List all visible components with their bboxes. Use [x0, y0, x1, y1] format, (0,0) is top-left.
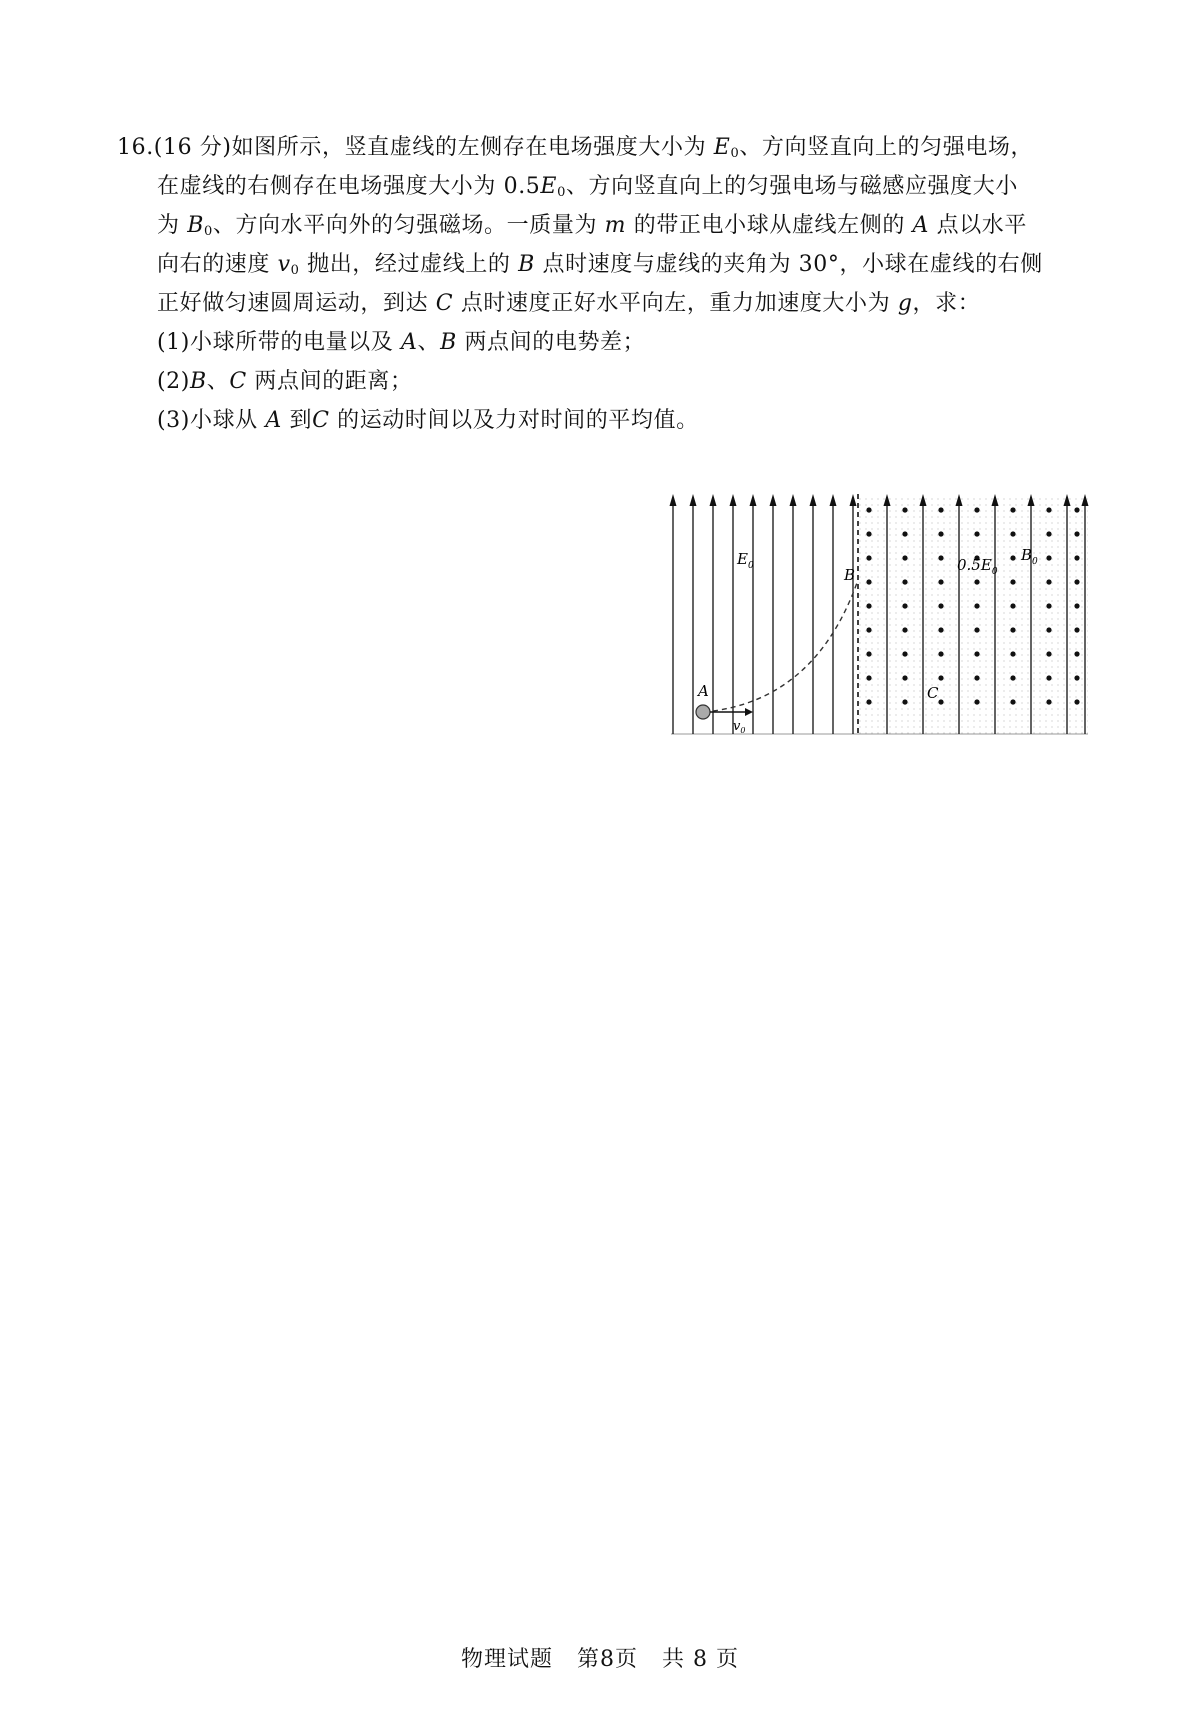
- field-line-arrowhead: [750, 494, 757, 506]
- b-field-dot: [902, 603, 907, 608]
- label-v0: $v_0$: [733, 719, 746, 735]
- b-field-dot: [902, 627, 907, 632]
- field-diagram: [665, 490, 1090, 738]
- field-line-arrowhead: [830, 494, 837, 506]
- label-A: A: [698, 682, 709, 700]
- b-field-dot: [1046, 603, 1051, 608]
- b-field-dot: [1074, 507, 1079, 512]
- b-field-dot: [1010, 603, 1015, 608]
- footer-total: 共 8 页: [662, 1647, 739, 1672]
- b-field-dot: [974, 579, 979, 584]
- b-field-dot: [974, 699, 979, 704]
- b-field-dot: [902, 579, 907, 584]
- b-field-dot: [902, 531, 907, 536]
- field-line-arrowhead: [790, 494, 797, 506]
- b-field-dot: [1046, 507, 1051, 512]
- label-B: B: [844, 566, 856, 584]
- b-field-dot: [1046, 675, 1051, 680]
- b-field-dot: [938, 651, 943, 656]
- b-field-dot: [1046, 699, 1051, 704]
- b-field-dot: [1074, 531, 1079, 536]
- b-field-dot: [1046, 555, 1051, 560]
- b-field-dot: [866, 531, 871, 536]
- b-field-dot: [902, 675, 907, 680]
- problem-line-4: 向右的速度 $v_0$ 抛出，经过虚线上的 B 点时速度与虚线的夹角为 30°，小球在虚线的右侧: [157, 252, 1043, 278]
- b-field-dot: [938, 507, 943, 512]
- b-field-dot: [1046, 579, 1051, 584]
- b-field-dot: [866, 603, 871, 608]
- b-field-dot: [1010, 675, 1015, 680]
- trajectory-curve: [704, 580, 858, 712]
- b-field-dot: [938, 603, 943, 608]
- field-line-arrowhead: [850, 494, 857, 506]
- problem-line-5: 正好做匀速圆周运动，到达 C 点时速度正好水平向左，重力加速度大小为 g，求：: [157, 291, 981, 316]
- b-field-dot: [938, 579, 943, 584]
- problem-number: 16.: [117, 135, 154, 160]
- b-field-dot: [1074, 603, 1079, 608]
- b-field-dot: [1074, 699, 1079, 704]
- b-field-dot: [866, 579, 871, 584]
- b-field-dot: [1010, 579, 1015, 584]
- b-field-dot: [1010, 531, 1015, 536]
- field-line-arrowhead: [710, 494, 717, 506]
- b-field-dot: [866, 675, 871, 680]
- b-field-dot: [938, 675, 943, 680]
- b-field-dot: [902, 651, 907, 656]
- b-field-dot: [938, 531, 943, 536]
- b-field-dot: [974, 627, 979, 632]
- b-field-dot: [866, 507, 871, 512]
- label-B0: $B_0$: [1021, 546, 1038, 567]
- b-field-dot: [974, 531, 979, 536]
- problem-16: [117, 128, 1089, 440]
- problem-line-2: 在虚线的右侧存在电场强度大小为 $0.5E_0$、方向竖直向上的匀强电场与磁感应强度大小: [157, 174, 1018, 200]
- b-field-dot: [938, 627, 943, 632]
- b-field-dot: [902, 507, 907, 512]
- footer-subject: 物理试题: [461, 1647, 554, 1672]
- label-C: C: [927, 684, 939, 702]
- label-E0: $E_0$: [737, 550, 754, 571]
- b-field-dot: [1074, 675, 1079, 680]
- page-footer: [0, 1642, 1200, 1673]
- b-field-dot: [866, 651, 871, 656]
- footer-page: 第8页: [577, 1647, 639, 1672]
- b-field-dot: [866, 555, 871, 560]
- b-field-dot: [938, 699, 943, 704]
- b-field-dot: [866, 699, 871, 704]
- b-field-dot: [1074, 651, 1079, 656]
- field-line-arrowhead: [770, 494, 777, 506]
- problem-line-1: 16.(16 分)如图所示，竖直虚线的左侧存在电场强度大小为 $E_0$、方向竖直向上的匀强电场，: [117, 135, 1034, 161]
- velocity-arrowhead: [745, 708, 753, 716]
- b-field-dot: [974, 675, 979, 680]
- label-0.5E0: $0.5E_0$: [957, 556, 998, 577]
- field-line-arrowhead: [690, 494, 697, 506]
- question-1: (1)小球所带的电量以及 A、B 两点间的电势差；: [157, 330, 646, 355]
- b-field-dot: [1010, 555, 1015, 560]
- b-field-dot: [974, 507, 979, 512]
- b-field-dot: [1010, 507, 1015, 512]
- b-field-dot: [938, 555, 943, 560]
- b-field-dot: [902, 699, 907, 704]
- b-field-dot: [974, 651, 979, 656]
- magnetic-region-shading: [858, 494, 1088, 734]
- field-line-arrowhead: [810, 494, 817, 506]
- b-field-dot: [902, 555, 907, 560]
- field-line-arrowhead: [670, 494, 677, 506]
- b-field-dot: [866, 627, 871, 632]
- field-line-arrowhead: [730, 494, 737, 506]
- b-field-dot: [1046, 627, 1051, 632]
- b-field-dot: [1074, 579, 1079, 584]
- question-3: (3)小球从 A 到C 的运动时间以及力对时间的平均值。: [157, 408, 699, 433]
- b-field-dot: [1010, 627, 1015, 632]
- b-field-dot: [1074, 555, 1079, 560]
- b-field-dot: [1010, 651, 1015, 656]
- b-field-dot: [1074, 627, 1079, 632]
- b-field-dot: [1010, 699, 1015, 704]
- b-field-dot: [974, 603, 979, 608]
- b-field-dot: [1046, 531, 1051, 536]
- problem-score: (16 分): [153, 135, 232, 160]
- problem-line-3: 为 $B_0$、方向水平向外的匀强磁场。一质量为 m 的带正电小球从虚线左侧的 A 点以水平: [157, 213, 1028, 239]
- question-2: (2)B、C 两点间的距离；: [157, 369, 413, 394]
- ball-A: [696, 705, 710, 719]
- b-field-dot: [1046, 651, 1051, 656]
